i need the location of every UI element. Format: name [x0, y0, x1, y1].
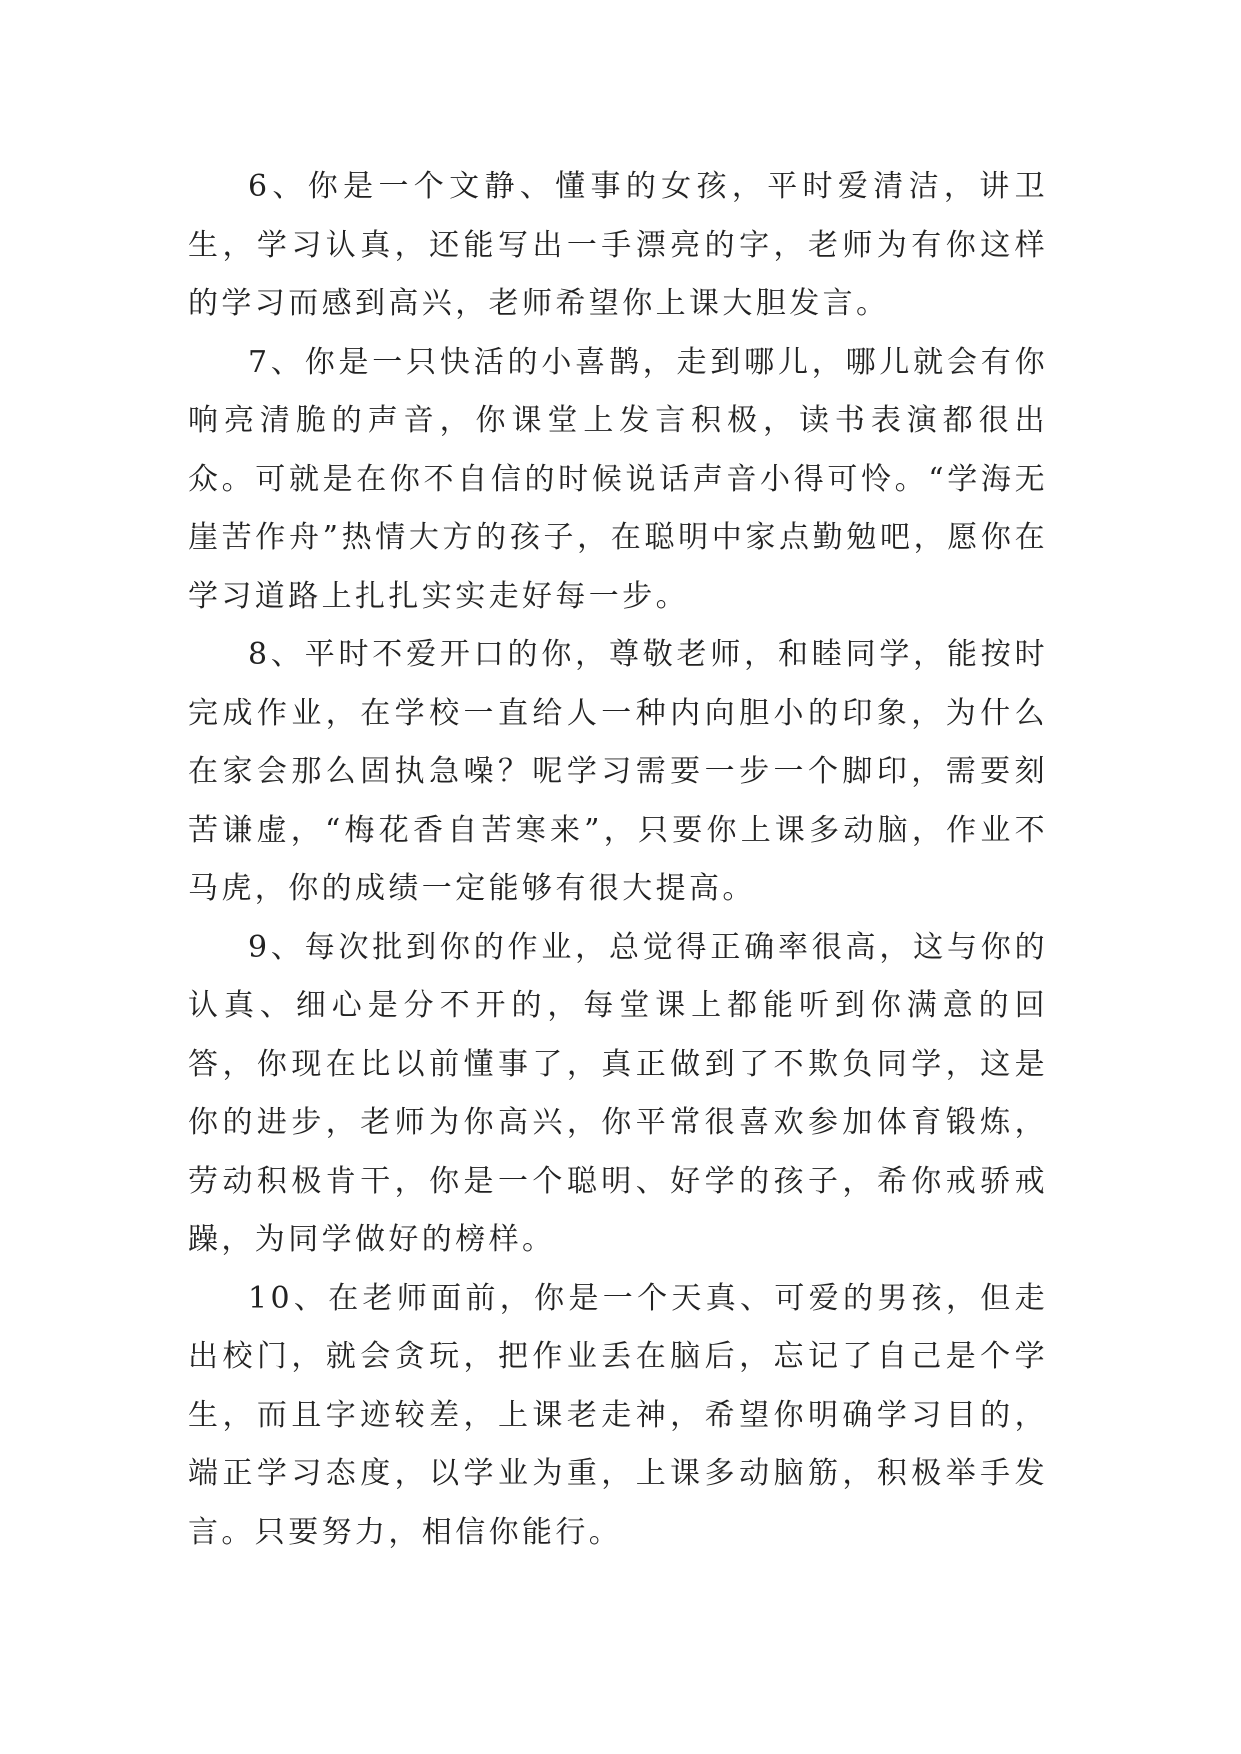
paragraph-6: 6、你是一个文静、懂事的女孩，平时爱清洁，讲卫生，学习认真，还能写出一手漂亮的字，老师为有你这样的学习而感到高兴，老师希望你上课大胆发言。 — [188, 169, 1048, 321]
paragraph-8: 8、平时不爱开口的你，尊敬老师，和睦同学，能按时完成作业，在学校一直给人一种内向胆小的印象，为什么在家会那么固执急噪？呢学习需要一步一个脚印，需要刻苦谦虚，“梅花香自苦寒来”，只要你上课多动脑，作业不马虎，你的成绩一定能够有很大提高。 — [188, 637, 1048, 906]
paragraph-10: 10、在老师面前，你是一个天真、可爱的男孩，但走出校门，就会贪玩，把作业丢在脑后，忘记了自己是个学生，而且字迹较差，上课老走神，希望你明确学习目的，端正学习态度，以学业为重，上课多动脑筋，积极举手发言。只要努力，相信你能行。 — [188, 1280, 1048, 1550]
paragraph-7: 7、你是一只快活的小喜鹊，走到哪儿，哪儿就会有你响亮清脆的声音，你课堂上发言积极，读书表演都很出众。可就是在你不自信的时候说话声音小得可怜。“学海无崖苦作舟”热情大方的孩子，在聪明中家点勤勉吧，愿你在学习道路上扎扎实实走好每一步。 — [188, 344, 1048, 614]
paragraph-9: 9、每次批到你的作业，总觉得正确率很高，这与你的认真、细心是分不开的，每堂课上都能听到你满意的回答，你现在比以前懂事了，真正做到了不欺负同学，这是你的进步，老师为你高兴，你平常很喜欢参加体育锻炼，劳动积极肯干，你是一个聪明、好学的孩子，希你戒骄戒躁，为同学做好的榜样。 — [188, 929, 1048, 1257]
document-body — [188, 158, 1048, 1562]
